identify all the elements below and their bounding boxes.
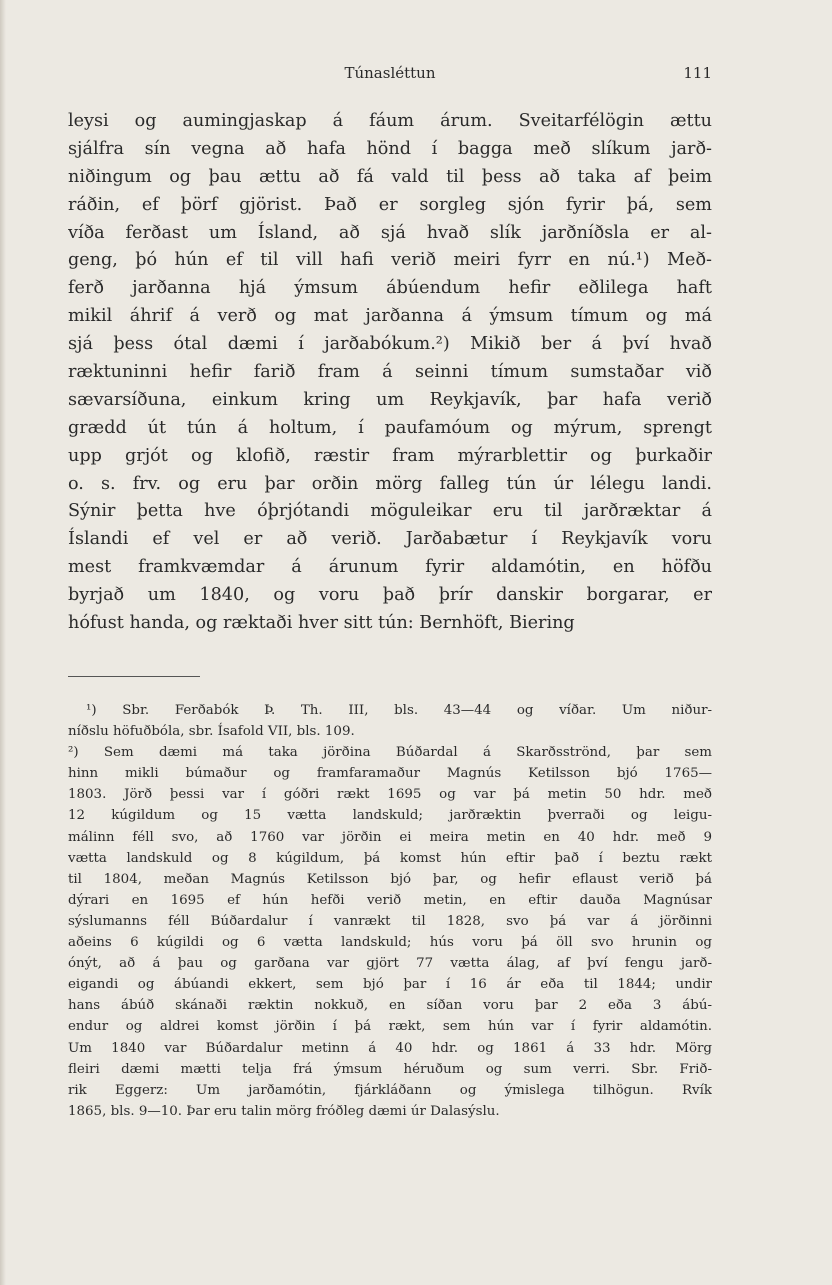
text-line: ræktuninni hefir farið fram á seinni tímum sumstaðar við (68, 362, 712, 383)
footnote-line: Um 1840 var Búðardalur metinn á 40 hdr. og 1861 á 33 hdr. Mörg (68, 1040, 712, 1056)
footnote-line: endur og aldrei komst jörðin í þá rækt, sem hún var í fyrir aldamótin. (68, 1019, 712, 1035)
text-line: ferð jarðanna hjá ýmsum ábúendum hefir eðlilega haft (68, 278, 712, 299)
footnote-line: ²) Sem dæmi má taka jörðina Búðardal á Skarðsströnd, þar sem (68, 745, 712, 761)
text-line: ráðin, ef þörf gjörist. Það er sorgleg sjón fyrir þá, sem (68, 194, 712, 215)
text-line: víða ferðast um Ísland, að sjá hvað slík jarðníðsla er al- (68, 222, 712, 243)
text-line: mikil áhrif á verð og mat jarðanna á ýmsum tímum og má (68, 306, 712, 327)
page-binding-edge (0, 0, 6, 1285)
text-line: leysi og aumingjaskap á fáum árum. Sveitarfélögin ættu (68, 111, 712, 131)
running-title: Túnasléttun (344, 64, 436, 82)
running-header (68, 64, 712, 86)
footnote-line: 1865, bls. 9—10. Þar eru talin mörg fróðleg dæmi úr Dalasýslu. (68, 1103, 500, 1119)
footnote-line: aðeins 6 kúgildi og 6 vætta landskuld; hús voru þá öll svo hrunin og (68, 935, 712, 951)
text-line: geng, þó hún ef til vill hafi verið meiri fyrr en nú.¹) Með- (68, 250, 712, 271)
footnote-line: eigandi og ábúandi ekkert, sem bjó þar í 16 ár eða til 1844; undir (68, 977, 712, 993)
text-line: grædd út tún á holtum, í paufamóum og mýrum, sprengt (68, 417, 712, 438)
footnote-line: vætta landskuld og 8 kúgildum, þá komst hún eftir það í beztu rækt (68, 850, 712, 866)
text-line: sævarsíðuna, einkum kring um Reykjavík, þar hafa verið (68, 389, 712, 410)
footnote-line: til 1804, meðan Magnús Ketilsson bjó þar, og hefir eflaust verið þá (68, 871, 712, 887)
footnote-line: ónýt, að á þau og garðana var gjört 77 vætta álag, af því fengu jarð- (68, 956, 712, 972)
text-line: sjá þess ótal dæmi í jarðabókum.²) Mikið ber á því hvað (68, 334, 712, 355)
footnote-line: sýslumanns féll Búðardalur í vanrækt til 1828, svo þá var á jörðinni (68, 913, 712, 929)
footnote-line: ¹) Sbr. Ferðabók Þ. Th. III, bls. 43—44 og víðar. Um niður- (86, 703, 712, 718)
text-line: byrjað um 1840, og voru það þrír danskir borgarar, er (68, 585, 712, 606)
footnote-line: hans ábúð skánaði ræktin nokkuð, en síðan voru þar 2 eða 3 ábú- (68, 998, 712, 1014)
text-line: sjálfra sín vegna að hafa hönd í bagga með slíkum jarð- (68, 138, 712, 159)
footnote-line: rik Eggerz: Um jarðamótin, fjárkláðann og ýmislega tilhögun. Rvík (68, 1082, 712, 1098)
footnote-line: hinn mikli búmaður og framfaramaður Magnús Ketilsson bjó 1765— (68, 766, 712, 782)
footnote-line: dýrari en 1695 ef hún hefði verið metin, en eftir dauða Magnúsar (68, 892, 712, 908)
text-line: upp grjót og klofið, ræstir fram mýrarblettir og þurkaðir (68, 445, 712, 466)
footnote-line: fleiri dæmi mætti telja frá ýmsum héruðum og sum verri. Sbr. Frið- (68, 1061, 712, 1077)
text-line: mest framkvæmdar á árunum fyrir aldamótin, en höfðu (68, 557, 712, 578)
text-line: hófust handa, og ræktaði hver sitt tún: Bernhöft, Biering (68, 613, 575, 634)
footnote-line: 1803. Jörð þessi var í góðri rækt 1695 og var þá metin 50 hdr. með (68, 787, 712, 803)
text-line: o. s. frv. og eru þar orðin mörg falleg tún úr lélegu landi. (68, 473, 712, 494)
footnote-line: níðslu höfuðbóla, sbr. Ísafold VII, bls. 109. (68, 724, 355, 740)
text-line: Íslandi ef vel er að verið. Jarðabætur í Reykjavík voru (68, 529, 712, 550)
main-text (68, 108, 712, 638)
page-number: 111 (683, 64, 712, 82)
footnote-line: málinn féll svo, að 1760 var jörðin ei meira metin en 40 hdr. með 9 (68, 829, 712, 845)
footnote-separator (68, 676, 200, 677)
text-line: niðingum og þau ættu að fá vald til þess að taka af þeim (68, 166, 712, 187)
footnote-line: 12 kúgildum og 15 vætta landskuld; jarðræktin þverraði og leigu- (68, 808, 712, 824)
text-line: Sýnir þetta hve óþrjótandi möguleikar eru til jarðræktar á (68, 501, 712, 522)
footnotes (68, 700, 712, 1122)
